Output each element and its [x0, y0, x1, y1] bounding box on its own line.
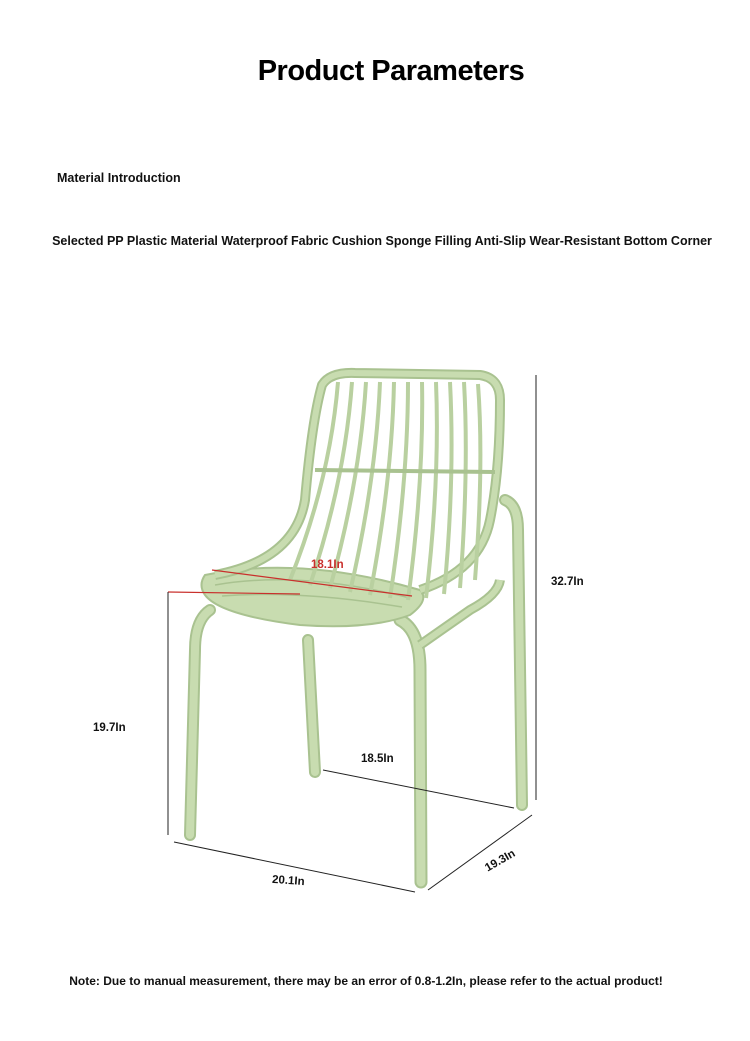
front-width-label: 20.1In [271, 873, 305, 889]
back-leg-span-label: 18.5In [361, 753, 394, 765]
material-heading: Material Introduction [57, 171, 181, 185]
depth-label: 19.3In [483, 847, 518, 875]
material-description: Selected PP Plastic Material Waterproof Fabric Cushion Sponge Filling Anti-Slip Wear-Resistant Bottom Corner [52, 234, 712, 248]
seat-width-label: 18.1In [311, 559, 344, 571]
page-title: Product Parameters [257, 55, 525, 87]
total-height-label: 32.7In [551, 576, 584, 588]
seat-height-label: 19.7In [93, 722, 126, 734]
measurement-footnote: Note: Due to manual measurement, there may be an error of 0.8-1.2In, please refer to the actual product! [69, 974, 663, 988]
